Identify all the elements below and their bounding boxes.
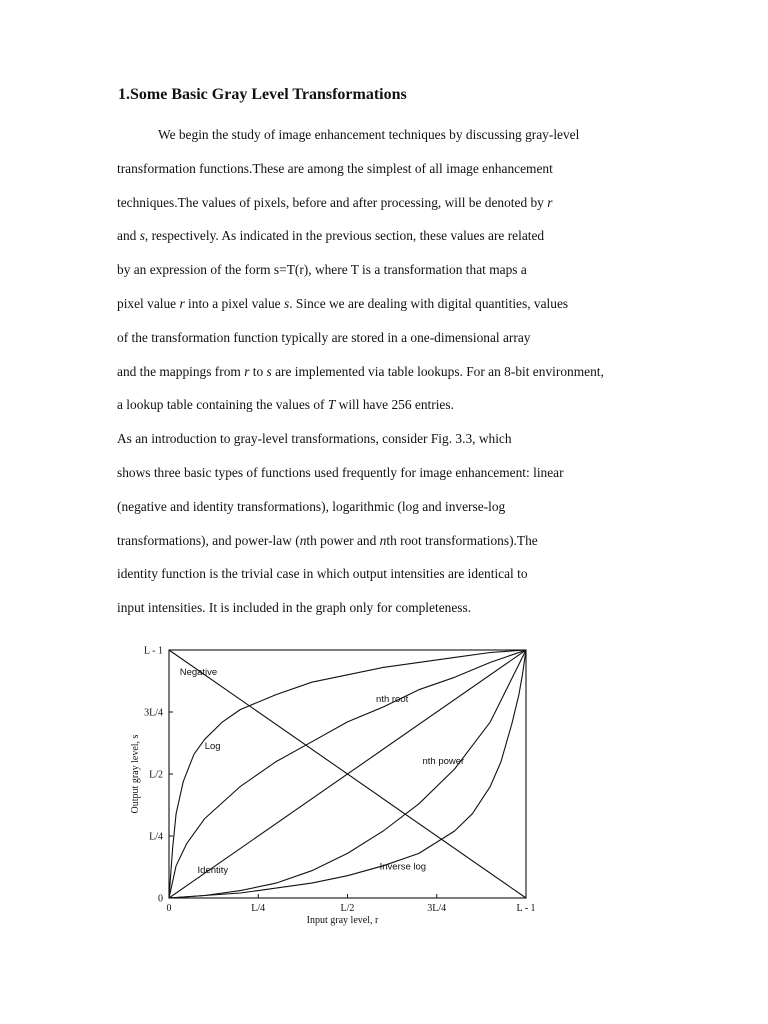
text-run: into a pixel value: [184, 296, 284, 311]
text-run: th root transformations).The: [386, 532, 538, 548]
text-run: to: [249, 363, 267, 379]
x-tick-label: L/4: [251, 903, 266, 914]
text-run: pixel value: [117, 296, 180, 311]
paragraph-line: [117, 161, 553, 177]
text-run: We begin the study of image enhancement techniques by discussing gray-level: [158, 127, 580, 142]
gray-level-transformations-chart: [120, 640, 540, 940]
paragraph-line: [117, 364, 604, 380]
text-run: will have 256 entries.: [335, 397, 454, 413]
text-run: input intensities. It is included in the graph only for completeness.: [117, 600, 472, 616]
italic-symbol: s: [283, 296, 290, 311]
chart-series: [169, 650, 526, 898]
italic-symbol: n: [299, 532, 307, 548]
italic-symbol: r: [179, 296, 185, 311]
text-run: (negative and identity transformations), logarithmic (log and inverse-log: [117, 498, 506, 514]
paragraph-line: [117, 296, 568, 312]
y-axis-title: Output gray level, s: [130, 734, 141, 814]
y-tick-label: 0: [158, 893, 163, 905]
series-label-nth-root: nth root: [376, 694, 409, 706]
section-heading: 1.Some Basic Gray Level Transformations: [118, 86, 407, 103]
y-tick-label: L/2: [149, 769, 163, 781]
text-run: transformation functions.These are among the simplest of all image enhancement: [117, 160, 553, 176]
paragraph-line: [117, 397, 454, 413]
italic-symbol: T: [327, 397, 336, 413]
text-run: , respectively. As indicated in the previous section, these values are related: [144, 228, 545, 244]
italic-symbol: r: [547, 194, 553, 210]
italic-symbol: s: [139, 228, 145, 244]
paragraph-line: [117, 330, 530, 346]
paragraph-line: [117, 533, 538, 549]
text-run: a lookup table containing the values of: [117, 397, 328, 413]
paragraph-line: [117, 499, 505, 515]
text-run: of the transformation function typically are stored in a one-dimensional array: [117, 329, 531, 345]
text-run: identity function is the trivial case in which output intensities are identical to: [117, 566, 528, 582]
x-tick-label: L/2: [340, 903, 355, 914]
paragraph-line: [117, 195, 552, 211]
y-tick-label: 3L/4: [144, 707, 163, 719]
italic-symbol: n: [379, 532, 387, 548]
text-run: th power and: [306, 532, 380, 548]
text-run: are implemented via table lookups. For an 8-bit environment,: [271, 363, 604, 379]
series-label-inverse-log: Inverse log: [379, 861, 427, 873]
x-tick-label: 0: [166, 903, 172, 914]
text-run: As an introduction to gray-level transformations, consider Fig. 3.3, which: [117, 431, 512, 447]
series-label-nth-power: nth power: [422, 756, 465, 768]
paragraph-line: [158, 127, 579, 143]
text-run: and: [117, 228, 140, 244]
paragraph-line: [117, 228, 544, 244]
paragraph-line: [117, 262, 527, 278]
text-run: and the mappings from: [117, 363, 245, 379]
y-tick-label: L/4: [149, 831, 163, 843]
x-tick-label: 3L/4: [427, 903, 447, 914]
italic-symbol: s: [266, 363, 272, 379]
text-run: transformations), and power-law (: [117, 532, 300, 548]
paragraph-line: [117, 465, 564, 481]
x-tick-label: L - 1: [516, 903, 536, 914]
italic-symbol: r: [244, 363, 250, 379]
text-run: . Since we are dealing with digital quantities, values: [289, 296, 569, 311]
y-tick-label: L - 1: [143, 645, 163, 657]
text-run: by an expression of the form s=T(r), where T is a transformation that maps a: [117, 262, 527, 278]
series-label-identity: Identity: [197, 865, 229, 877]
text-run: shows three basic types of functions used frequently for image enhancement: linear: [117, 465, 564, 480]
x-axis-title: Input gray level, r: [306, 915, 379, 926]
paragraph-line: [117, 600, 471, 616]
paragraph-line: [117, 431, 512, 447]
series-label-negative: Negative: [179, 666, 218, 678]
series-label-log: Log: [204, 741, 221, 753]
text-run: techniques.The values of pixels, before and after processing, will be denoted by: [117, 194, 548, 210]
paragraph-line: [117, 566, 528, 582]
